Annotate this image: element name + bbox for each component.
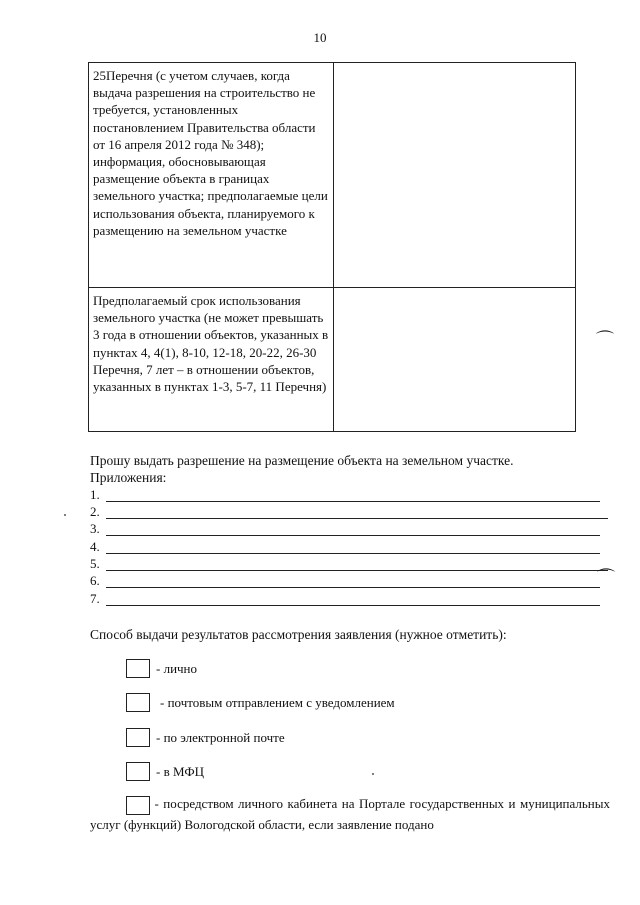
delivery-option [126,762,204,784]
blank-line [106,570,608,571]
attachment-line[interactable] [90,573,610,589]
blank-line [106,501,600,502]
checkbox-in-person[interactable] [126,659,150,678]
attachment-line[interactable] [90,487,610,503]
option-label: - посредством личного кабинета на Портале государственных и муниципальных услуг (функций) Вологодской области, если заявление подано [90,796,610,832]
table-cell-label: Предполагаемый срок использования земельного участка (не может превышать 3 года в отношении объектов, указанных в пунктах 4, 4(1), 8-10, 12-18, 20-22, 26-30 Перечня, 7 лет – в отношении объектов, указанных в пунктах 1-3, 5-7, 11 Перечня) [89,288,334,432]
blank-line [106,587,600,588]
table-cell-value[interactable] [333,288,575,432]
scan-speck [64,514,66,516]
attachment-line[interactable] [90,539,610,555]
blank-line [106,605,600,606]
table-cell-value[interactable] [333,63,575,288]
table-row [89,288,576,432]
delivery-option-portal [90,794,610,835]
application-table [88,62,576,432]
attachment-line[interactable] [90,504,610,520]
checkbox-email[interactable] [126,728,150,747]
delivery-method-heading: Способ выдачи результатов рассмотрения заявления (нужное отметить): [90,627,507,642]
attachment-number: 5. [90,556,100,571]
delivery-option [126,693,395,715]
table-cell-label: 25Перечня (с учетом случаев, когда выдача разрешения на строительство не требуется, установленных постановлением Правительства области от 16 апреля 2012 года № 348); информация, обосновывающая размещение объекта в границах земельного участка; предполагаемые цели использования объекта, планируемого к размещению на земельном участке [89,63,334,288]
attachment-number: 4. [90,539,100,554]
request-text: Прошу выдать разрешение на размещение объекта на земельном участке. [90,453,514,468]
option-label: - лично [156,660,198,676]
scan-mark-icon: ⌒ [597,568,615,589]
option-label: - по электронной почте [156,729,285,745]
attachment-line[interactable] [90,521,610,537]
blank-line [106,553,600,554]
blank-line [106,535,600,536]
attachment-line[interactable] [90,556,610,572]
checkbox-postal[interactable] [126,693,150,712]
attachments-heading: Приложения: [90,470,167,485]
scan-speck [372,773,374,775]
attachment-number: 1. [90,487,100,502]
scan-mark-icon: ⌒ [596,330,614,351]
checkbox-mfc[interactable] [126,762,150,781]
blank-line [106,518,608,519]
page-number: 10 [313,30,327,45]
table-row [89,63,576,288]
attachment-number: 2. [90,504,100,519]
option-label: - почтовым отправлением с уведомлением [160,694,395,710]
delivery-option [126,659,197,681]
attachment-number: 7. [90,591,100,606]
option-label: - в МФЦ [156,763,205,779]
attachment-number: 3. [90,521,100,536]
attachment-line[interactable] [90,591,610,607]
delivery-option [126,728,285,750]
checkbox-portal[interactable] [126,796,150,815]
attachment-number: 6. [90,573,100,588]
